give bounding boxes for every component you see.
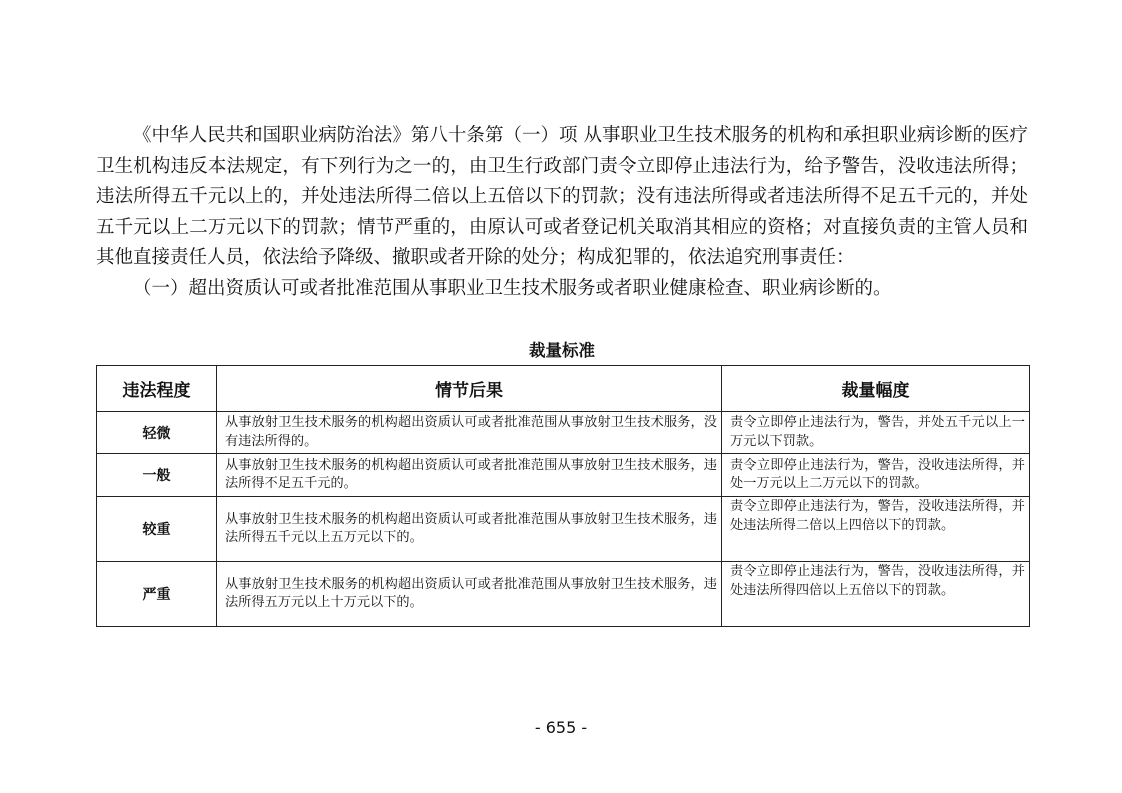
row-circumstances: 从事放射卫生技术服务的机构超出资质认可或者批准范围从事放射卫生技术服务，违法所得五千元以上五万元以下的。 — [217, 497, 722, 562]
row-range: 责令立即停止违法行为，警告，没收违法所得，并处违法所得二倍以上四倍以下的罚款。 — [722, 497, 1030, 562]
table-row — [97, 562, 1030, 627]
table-row — [97, 497, 1030, 562]
table-title: 裁量标准 — [529, 341, 595, 360]
row-circumstances: 从事放射卫生技术服务的机构超出资质认可或者批准范围从事放射卫生技术服务，没有违法所得的。 — [217, 412, 722, 454]
row-degree: 轻微 — [97, 412, 217, 454]
table-header-row — [97, 366, 1030, 412]
row-range: 责令立即停止违法行为，警告，没收违法所得，并处违法所得四倍以上五倍以下的罚款。 — [722, 562, 1030, 627]
row-circumstances: 从事放射卫生技术服务的机构超出资质认可或者批准范围从事放射卫生技术服务，违法所得不足五千元的。 — [217, 454, 722, 497]
header-circumstances: 情节后果 — [217, 366, 722, 412]
law-paragraph-2: （一）超出资质认可或者批准范围从事职业卫生技术服务或者职业健康检查、职业病诊断的。 — [133, 277, 892, 299]
header-degree: 违法程度 — [97, 366, 217, 412]
row-degree: 严重 — [97, 562, 217, 627]
row-range: 责令立即停止违法行为，警告，没收违法所得，并处一万元以上二万元以下的罚款。 — [722, 454, 1030, 497]
law-paragraph-1: 《中华人民共和国职业病防治法》第八十条第（一）项 从事职业卫生技术服务的机构和承担职业病诊断的医疗卫生机构违反本法规定，有下列行为之一的，由卫生行政部门责令立即停止违法行为，给予警告，没收违法所得；违法所得五千元以上的，并处违法所得二倍以上五倍以下的罚款；没有违法所得或者违法所得不足五千元的，并处五千元以上二万元以下的罚款；情节严重的，由原认可或者登记机关取消其相应的资格；对直接负责的主管人员和其他直接责任人员，依法给予降级、撤职或者开除的处分；构成犯罪的，依法追究刑事责任： — [96, 125, 1028, 268]
table-row — [97, 454, 1030, 497]
row-circumstances: 从事放射卫生技术服务的机构超出资质认可或者批准范围从事放射卫生技术服务，违法所得五万元以上十万元以下的。 — [217, 562, 722, 627]
row-degree: 一般 — [97, 454, 217, 497]
table-row — [97, 412, 1030, 454]
discretion-standard-table — [96, 365, 1030, 627]
law-text — [96, 121, 1028, 304]
row-range: 责令立即停止违法行为，警告，并处五千元以上一万元以下罚款。 — [722, 412, 1030, 454]
header-range: 裁量幅度 — [722, 366, 1030, 412]
page-number: - 655 - — [534, 718, 588, 737]
row-degree: 较重 — [97, 497, 217, 562]
